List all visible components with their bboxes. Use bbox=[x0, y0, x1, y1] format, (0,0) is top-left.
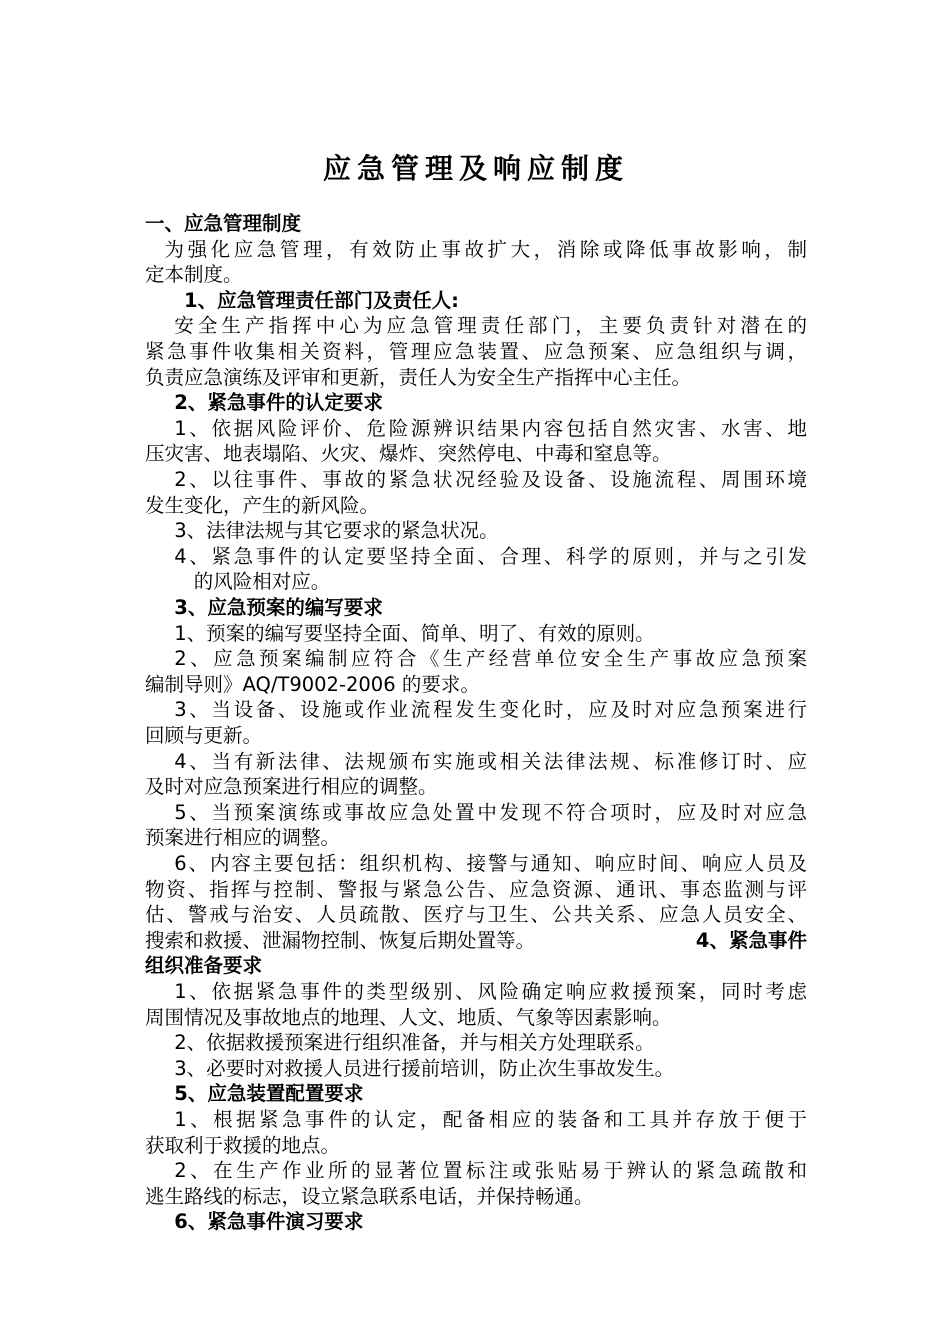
section-heading-start: 4、紧急事件 bbox=[695, 928, 807, 952]
paragraph-line: 物资、指挥与控制、警报与紧急公告、应急资源、通讯、事态监测与评 bbox=[145, 877, 807, 901]
paragraph-line: 2、应急预案编制应符合《生产经营单位安全生产事故应急预案 bbox=[174, 647, 807, 671]
section-heading: 1、应急管理责任部门及责任人: bbox=[184, 288, 459, 312]
paragraph-line: 紧急事件收集相关资料，管理应急装置、应急预案、应急组织与调， bbox=[145, 340, 807, 363]
paragraph-line: 负责应急演练及评审和更新，责任人为安全生产指挥中心主任。 bbox=[145, 365, 692, 389]
paragraph-line: 1、预案的编写要坚持全面、简单、明了、有效的原则。 bbox=[174, 621, 655, 645]
paragraph-line: 逃生路线的标志，设立紧急联系电话，并保持畅通。 bbox=[145, 1184, 594, 1208]
paragraph-line: 1、依据风险评价、危险源辨识结果内容包括自然灾害、水害、地 bbox=[174, 416, 807, 440]
section-heading: 5、应急装置配置要求 bbox=[174, 1082, 364, 1106]
paragraph-line: 1、依据紧急事件的类型级别、风险确定响应救援预案，同时考虑 bbox=[174, 980, 807, 1003]
paragraph-line: 1、根据紧急事件的认定，配备相应的装备和工具并存放于便于 bbox=[174, 1108, 807, 1131]
paragraph-line: 2、依据救援预案进行组织准备，并与相关方处理联系。 bbox=[174, 1031, 655, 1055]
paragraph-line: 5、当预案演练或事故应急处置中发现不符合项时，应及时对应急 bbox=[174, 800, 807, 824]
paragraph-line: 6、内容主要包括：组织机构、接警与通知、响应时间、响应人员及 bbox=[174, 852, 807, 875]
line-text: 搜索和救援、泄漏物控制、恢复后期处置等。 bbox=[145, 928, 536, 952]
paragraph-line: 3、当设备、设施或作业流程发生变化时，应及时对应急预案进行 bbox=[174, 698, 807, 722]
paragraph-line: 周围情况及事故地点的地理、人文、地质、气象等因素影响。 bbox=[145, 1005, 672, 1029]
paragraph-line: 3、法律法规与其它要求的紧急状况。 bbox=[174, 519, 499, 543]
section-heading: 6、紧急事件演习要求 bbox=[174, 1210, 364, 1234]
paragraph-line: 编制导则》AQ/T9002-2006 的要求。 bbox=[145, 672, 480, 696]
paragraph-line: 3、必要时对救援人员进行援前培训，防止次生事故发生。 bbox=[174, 1056, 675, 1080]
section-heading: 2、紧急事件的认定要求 bbox=[174, 391, 383, 415]
paragraph-line: 2、在生产作业所的显著位置标注或张贴易于辨认的紧急疏散和 bbox=[174, 1159, 807, 1183]
paragraph-line: 的风险相对应。 bbox=[193, 570, 331, 594]
paragraph-line: 回顾与更新。 bbox=[145, 724, 263, 747]
paragraph-line: 获取利于救援的地点。 bbox=[145, 1133, 341, 1157]
paragraph-line: 及时对应急预案进行相应的调整。 bbox=[145, 775, 438, 799]
paragraph-line: 4、紧急事件的认定要坚持全面、合理、科学的原则，并与之引发 bbox=[174, 544, 807, 568]
section-heading: 一、应急管理制度 bbox=[145, 212, 302, 235]
paragraph-line: 压灾害、地表塌陷、火灾、爆炸、突然停电、中毒和窒息等。 bbox=[145, 442, 672, 466]
paragraph-line: 定本制度。 bbox=[145, 263, 243, 287]
paragraph-line: 估、警戒与治安、人员疏散、医疗与卫生、公共关系、应急人员安全、 bbox=[145, 903, 807, 927]
paragraph-line: 2、以往事件、事故的紧急状况经验及设备、设施流程、周围环境 bbox=[174, 468, 807, 491]
paragraph-line: 发生变化，产生的新风险。 bbox=[145, 493, 380, 517]
section-heading: 组织准备要求 bbox=[145, 954, 263, 978]
paragraph-line bbox=[145, 928, 807, 953]
paragraph-line: 安全生产指挥中心为应急管理责任部门，主要负责针对潜在的 bbox=[174, 314, 807, 338]
paragraph-line: 为强化应急管理，有效防止事故扩大，消除或降低事故影响，制 bbox=[164, 237, 807, 261]
paragraph-line: 4、当有新法律、法规颁布实施或相关法律法规、标准修订时、应 bbox=[174, 749, 807, 773]
section-heading: 3、应急预案的编写要求 bbox=[174, 596, 383, 619]
document-title: 应急管理及响应制度 bbox=[322, 152, 629, 185]
paragraph-line: 预案进行相应的调整。 bbox=[145, 826, 341, 850]
